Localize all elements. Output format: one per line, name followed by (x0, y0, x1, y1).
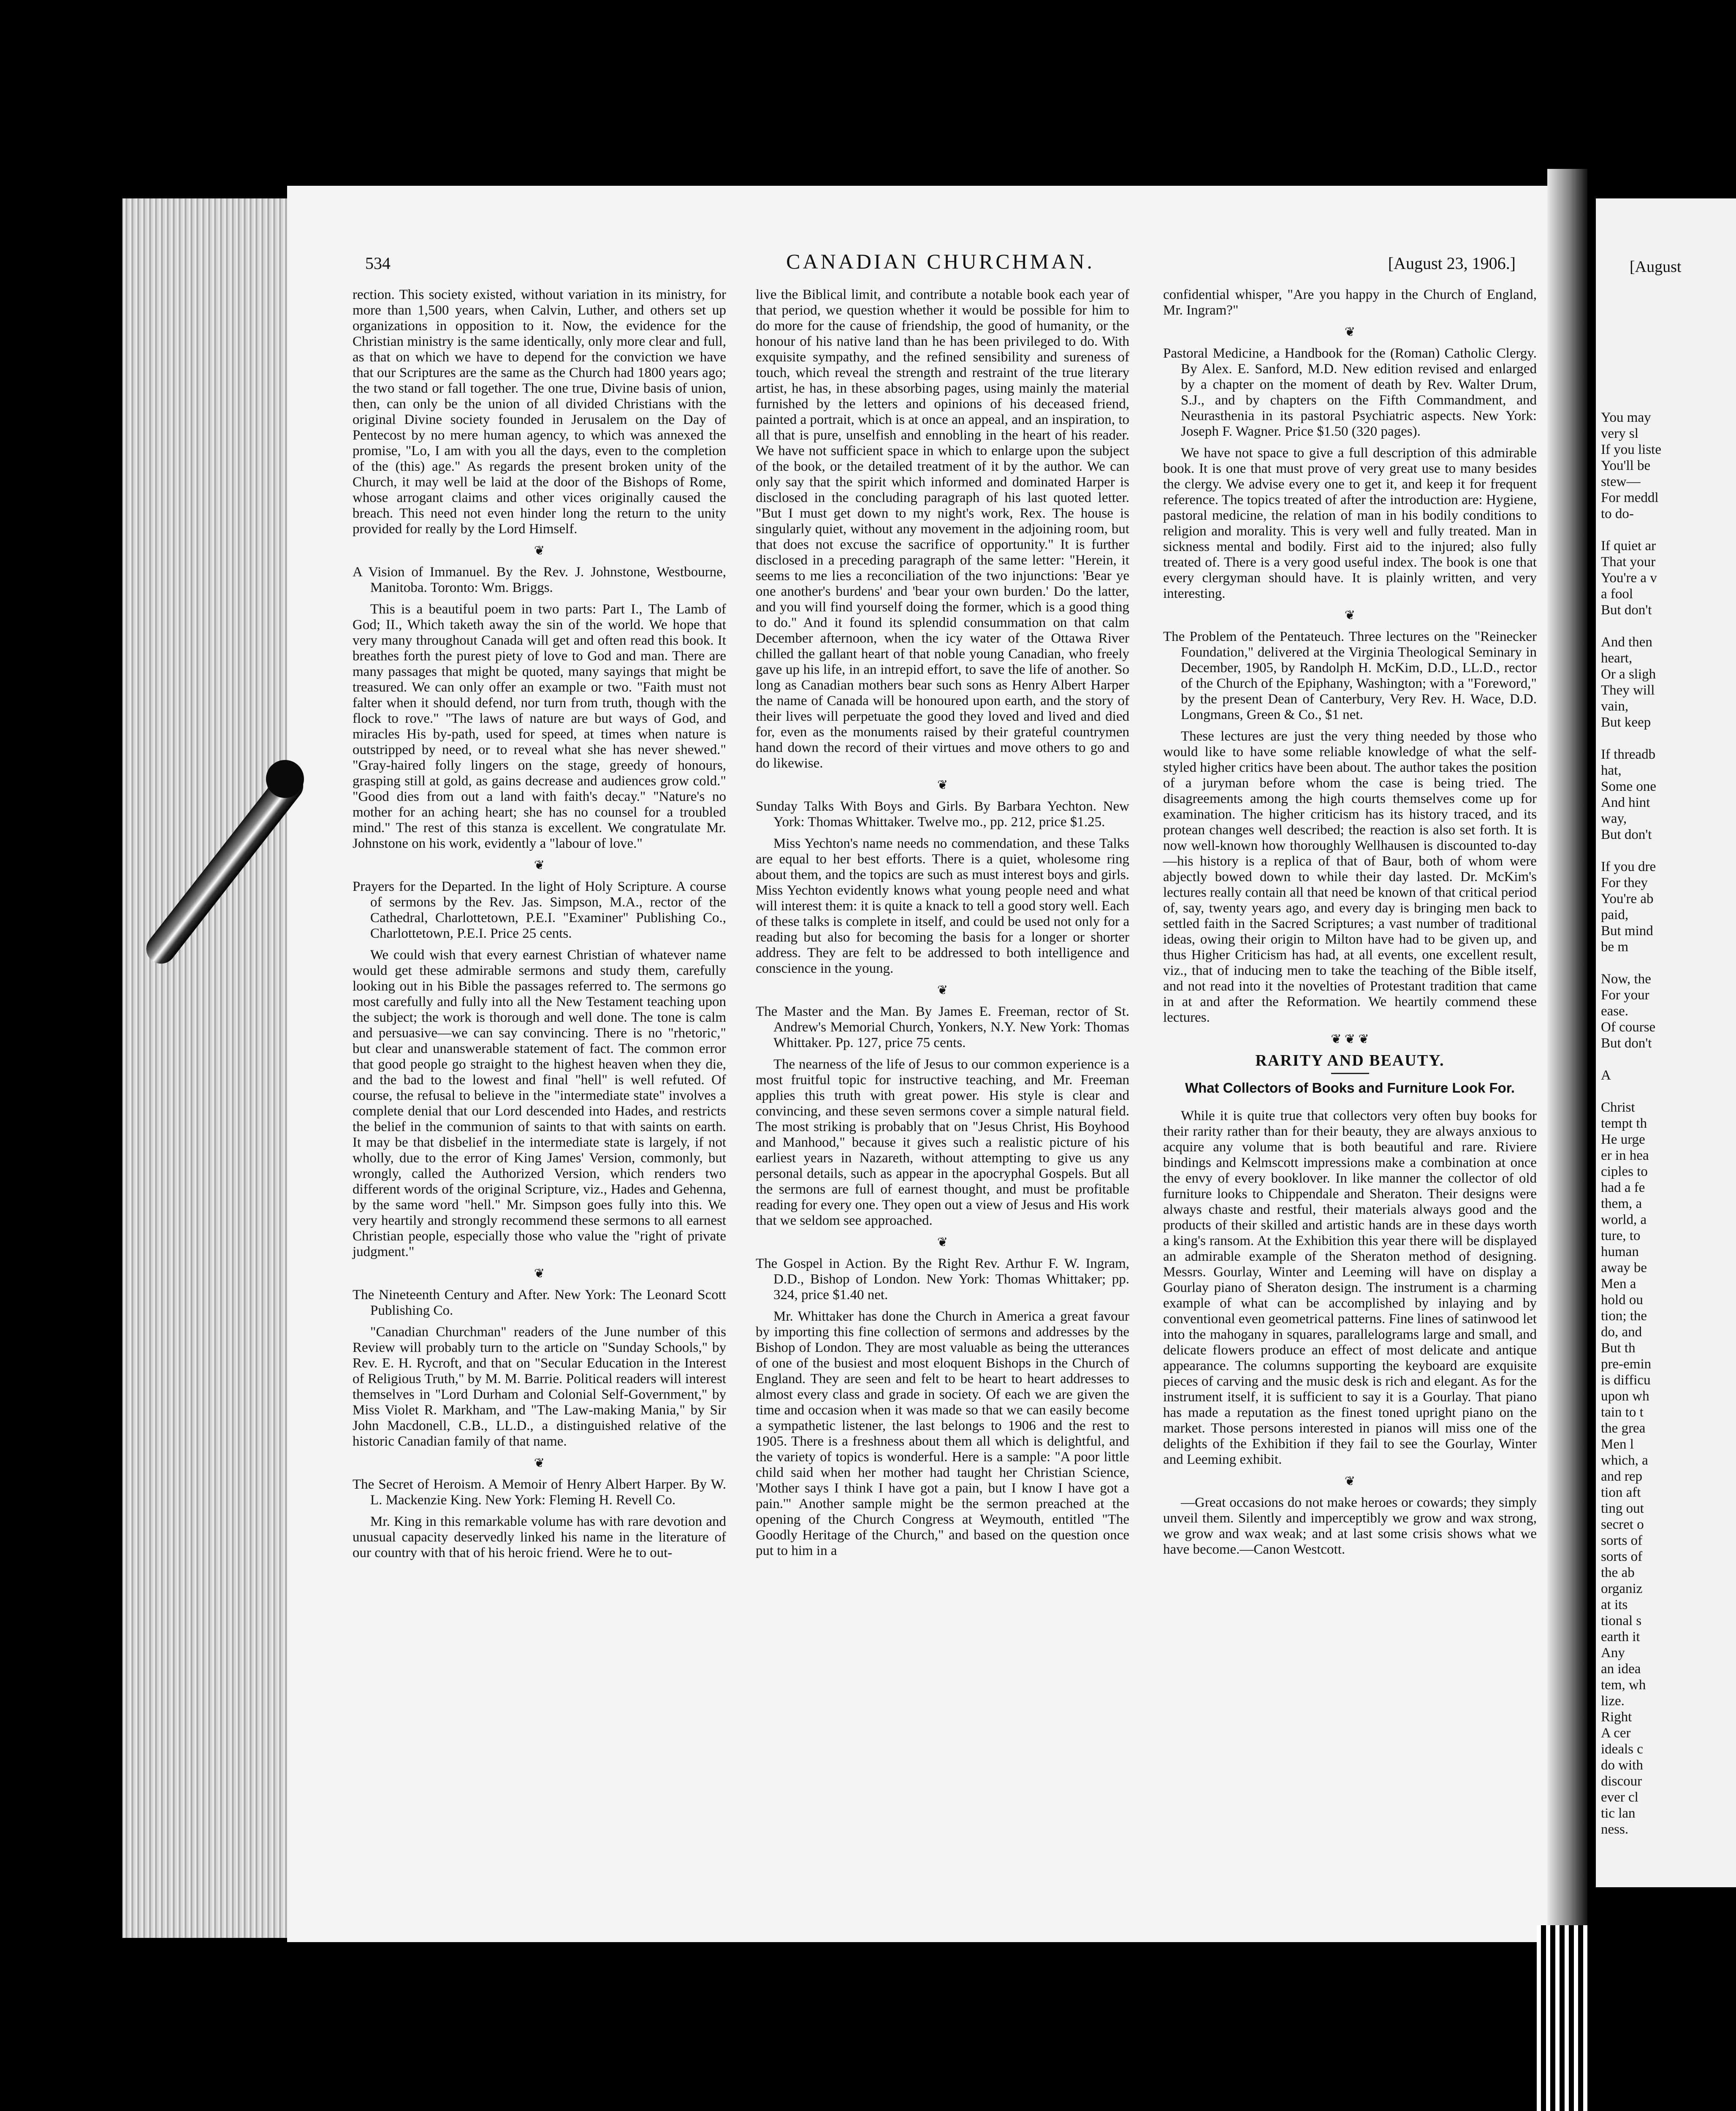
right-page-line: to do- (1601, 506, 1634, 521)
right-page-line: A (1601, 1068, 1611, 1083)
right-page-line: Right (1601, 1709, 1632, 1725)
book-gutter (1547, 169, 1587, 2094)
right-page-line: heart, (1601, 651, 1633, 666)
right-page-line: paid, (1601, 907, 1629, 923)
right-page-line: ease. (1601, 1004, 1629, 1019)
right-page-line: do with (1601, 1758, 1643, 1773)
right-page-line: do, and (1601, 1324, 1642, 1340)
paragraph: While it is quite true that collectors very often buy books for their rarity rather than for their beauty, they are always anxious to acquire any volume that is both beautiful and rare. Riviere bindings and Kelmscott impressions make a combination at once the envy of every booklover. In like manner the collector of old furniture looks to Chippendale and Sheraton. Their designs were always chaste and restful, their materials always good and the products of their skilled and artistic hands are in these days worth a king's ransom. At the Exhibition this year there will be displayed an admirable example of the Sheraton method of designing. Messrs. Gourlay, Winter and Leeming will have on display a Gourlay piano of Sheraton design. The instrument is a charming example of what can be accomplished by inlaying and by conventional even geometrical patterns. Fine lines of satinwood let into the mahogany in squares, parallelograms large and small, and delicate flowers produce an effect of most delicate and antique appearance. The columns supporting the keyboard are exquisite pieces of carving and the music desk is rich and elegant. As for the instrument itself, it is sufficient to say it is a Gourlay. That piano has made a reputation as the finest toned upright piano on the market. Those persons interested in pianos will miss one of the delights of the Exhibition if they fail to see the Gourlay, Winter and Leeming exhibit. (1163, 1108, 1537, 1467)
right-page-line (1601, 1051, 1661, 1067)
section-separator-ornament: ❦ (534, 1456, 545, 1470)
review-entry-title: The Nineteenth Century and After. New York: The Leonard Scott Publishing Co. (353, 1287, 726, 1318)
review-entry-title: Prayers for the Departed. In the light of Holy Scripture. A course of sermons by the Rev. Jas. Simpson, M.A., rector of the Cathedral, Charlottetown, P.E.I. "Examiner" Publishing Co., Charlottetown, P.E.I. Price 25 cents. (353, 879, 726, 941)
review-entry-title: Pastoral Medicine, a Handbook for the (Roman) Catholic Clergy. By Alex. E. Sanford, M.D. New edition revised and enlarged by a chapter on the moment of death by Rev. Walter Drum, S.J., and by chapters on the Fifth Commandment, and Neurasthenia in its pastoral Psychiatric aspects. New York: Joseph F. Wagner. Price $1.50 (320 pages). (1163, 346, 1537, 439)
section-separator-ornament: ❦ (937, 778, 948, 792)
section-separator-ornament: ❦ ❦ ❦ (1331, 1032, 1369, 1046)
right-page-line: the grea (1601, 1421, 1646, 1436)
right-page-line: And then (1601, 635, 1652, 650)
right-page-line: organiz (1601, 1581, 1643, 1596)
right-page-line: ness. (1601, 1822, 1629, 1837)
article-heading: RARITY AND BEAUTY. (1255, 1052, 1445, 1069)
right-page-line: stew— (1601, 474, 1641, 489)
right-page-line: tempt th (1601, 1116, 1647, 1131)
right-page-line: Any (1601, 1645, 1625, 1661)
right-page-line: a fool (1601, 586, 1633, 602)
right-page-line: They will (1601, 683, 1655, 698)
right-page-line: That your (1601, 554, 1656, 570)
right-page-line: lize. (1601, 1693, 1625, 1709)
paragraph: This is a beautiful poem in two parts: Part I., The Lamb of God; II., Which taketh away the sin of the world. We hope that very many throughout Canada will get and often read this book. It breathes forth the purest piety of love to God and man. There are many passages that might be quoted, many sayings that might be treasured. We can only offer an example or two. "Faith must not falter when it should defend, nor turn from truth, though with the flock to rove." "The laws of nature are but ways of God, and miracles His by-path, used for speed, at times when nature is outstripped by need, or to reveal what she has never shewed." "Gray-haired folly lingers on the stage, greedy of honours, grasping still at gold, as gains decrease and audiences grow cold." "Good dies from out a land with faith's decay." "Nature's no mother for an aching heart; she has no counsel for a troubled mind." The rest of this stanza is excellent. We congratulate Mr. Johnstone on his work, evidently a "labour of love." (353, 602, 726, 851)
left-page (287, 186, 1554, 1942)
right-page-line: But don't (1601, 1036, 1652, 1051)
paragraph: Mr. Whittaker has done the Church in America a great favour by importing this fine collection of sermons and addresses by the Bishop of London. They are most valuable as being the utterances of one of the busiest and most eloquent Bishops in the Church of England. They are seen and felt to be heart to heart addresses to almost every class and grade in society. Of each we are given the time and occasion when it was made so that we can easily become a sympathetic listener, the last belongs to 1906 and the rest to 1905. There is a freshness about them all which is delightful, and the variety of topics is wonderful. Here is a sample: "A poor little child said when her mother had taught her Christian Science, 'Mother says I think I have got a pain, but I know I have got a pain.'" Another sample might be the sermon preached at the opening of the Church Congress at Weymouth, entitled "The Goodly Heritage of the Church," and based on the question once put to him in a (756, 1309, 1129, 1558)
right-page-line: You're ab (1601, 891, 1654, 906)
right-page-line: which, a (1601, 1453, 1648, 1468)
right-page-line: But th (1601, 1340, 1636, 1356)
review-entry-title: The Problem of the Pentateuch. Three lectures on the "Reinecker Foundation," delivered at the Virginia Theological Seminary in December, 1905, by Randolph H. McKim, D.D., LL.D., rector of the Church of the Epiphany, Washington; with a "Foreword," by the present Dean of Canterbury, Very Rev. H. Wace, D.D. Longmans, Green & Co., $1 net. (1163, 629, 1537, 722)
pen-tip (266, 760, 304, 798)
paragraph: These lectures are just the very thing needed by those who would like to have some reliable knowledge of what the self-styled higher critics have been about. The author takes the position of a juryman before whom the case is being tried. The disagreements among the high courts themselves come up for examination. The higher criticism has its history traced, and its protean changes well described; the reaction is also set forth. It is now well-known how thoroughly Wellhausen is discounted to-day—his history is a replica of that of Baur, both of whom were abjectly bowed down to while their day lasted. Dr. McKim's lectures really contain all that need be known of that critical period of, say, twenty years ago, and every day is bringing men back to settled faith in the Sacred Scriptures; a vast number of traditional ideas, owing their origin to Milton have had to be given up, and thus Higher Criticism has had, at all events, one excellent result, viz., that of inducing men to take the teaching of the Bible itself, and not read into it the novelties of Protestant tradition that came in at and after the Reformation. We heartily commend these lectures. (1163, 729, 1537, 1025)
right-page-line: tem, wh (1601, 1677, 1646, 1693)
book-page-edges (122, 198, 287, 1938)
right-page-line: You may (1601, 410, 1651, 425)
right-page-line: He urge (1601, 1132, 1645, 1147)
review-entry-title: A Vision of Immanuel. By the Rev. J. Johnstone, Westbourne, Manitoba. Toronto: Wm. Briggs. (353, 564, 726, 595)
section-separator-ornament: ❦ (534, 1267, 545, 1281)
right-page-line: If threadb (1601, 747, 1656, 762)
right-page-line: If you liste (1601, 442, 1661, 457)
column-1 (353, 287, 726, 1567)
review-entry-title: The Gospel in Action. By the Right Rev. Arthur F. W. Ingram, D.D., Bishop of London. New York: Thomas Whittaker; pp. 324, price $1.40 net. (756, 1256, 1129, 1302)
right-page-line: secret o (1601, 1517, 1644, 1532)
right-page-line: tion aft (1601, 1485, 1641, 1500)
paragraph: Mr. King in this remarkable volume has with rare devotion and unusual capacity deservedly linked his name in the literature of our country with that of his heroic friend. Were he to out- (353, 1514, 726, 1560)
right-page-line: tain to t (1601, 1405, 1644, 1420)
paragraph: live the Biblical limit, and contribute a notable book each year of that period, we question whether it would be possible for him to do more for the cause of friendship, the good of humanity, or the honour of his native land than he has been privileged to do. With exquisite sympathy, and the refined sensibility and sureness of touch, which reveal the strength and restraint of the true literary artist, he has, in these absorbing pages, using mainly the material furnished by the letters and opinions of his deceased friend, painted a portrait, which is at once an appeal, and an inspiration, to all that is pure, unselfish and ennobling in the heart of his reader. We have not sufficient space in which to enlarge upon the subject of the book, or the detailed treatment of it by the author. We can only say that the spirit which informed and dominated Harper is disclosed in the concluding paragraph of his last quoted letter. "But I must get down to my night's work, Rex. The house is singularly quiet, without any movement in the adjoining room, but that does not excuse the sacrifice of opportunity." It is further disclosed in a preceding paragraph of the same letter: "Herein, it seems to me lies a reconciliation of the two injunctions: 'Bear ye one another's burdens' and 'bear your own burden.' Do the latter, and you will find yourself doing the former, which is a good thing to do." And it found its splendid consummation on that calm December afternoon, when the icy water of the Ottawa River chilled the gallant heart of that noble young Canadian, who freely gave up his life, in an intrepid effort, to save the life of another. So long as Canadian mothers bear such sons as Henry Albert Harper the name of Canada will be honoured upon earth, and the story of their lives will perpetuate the good they loved and lived and died for, even as the monuments raised by their grateful countrymen hand down the record of their virtues and move others to go and do likewise. (756, 287, 1129, 771)
paragraph: confidential whisper, "Are you happy in the Church of England, Mr. Ingram?" (1163, 287, 1537, 318)
section-separator-ornament: ❦ (1344, 608, 1356, 622)
right-page-line: But don't (1601, 827, 1652, 842)
right-page-line: Men a (1601, 1276, 1636, 1292)
right-page-line: way, (1601, 811, 1627, 826)
section-separator-ornament: ❦ (1344, 325, 1356, 339)
paragraph: "Canadian Churchman" readers of the June number of this Review will probably turn to the article on "Sunday Schools," by Rev. E. H. Rycroft, and that on "Secular Education in the Interest of Religious Truth," by M. M. Barrie. Political readers will interest themselves in "Lord Durham and Colonial Self-Government," by Miss Violet R. Markham, and "The Law-making Mania," by Sir John Macdonell, C.B., LL.D., a distinguished relative of the historic Canadian family of that name. (353, 1324, 726, 1449)
right-page-line: had a fe (1601, 1180, 1645, 1195)
right-page-line (1601, 618, 1661, 634)
right-page-line (1601, 955, 1661, 971)
right-page-line: hat, (1601, 763, 1622, 778)
right-page-line: earth it (1601, 1629, 1640, 1644)
right-page-line: A cer (1601, 1726, 1631, 1741)
review-entry-title: The Master and the Man. By James E. Freeman, rector of St. Andrew's Memorial Church, Yonkers, N.Y. New York: Thomas Whittaker. Pp. 127, price 75 cents. (756, 1004, 1129, 1050)
right-page-line (1601, 843, 1661, 859)
right-page-line: away be (1601, 1260, 1647, 1275)
right-page-lines (1601, 410, 1661, 1837)
right-page-line: You're a v (1601, 570, 1657, 586)
right-page-line: Christ (1601, 1100, 1635, 1115)
section-separator-ornament: ❦ (534, 858, 545, 872)
right-page-line: You'll be (1601, 458, 1651, 473)
page-number: 534 (365, 254, 391, 273)
paragraph: We have not space to give a full description of this admirable book. It is one that must prove of very great use to many besides the clergy. We advise every one to get it, and keep it for frequent reference. The topics treated of after the introduction are: Hygiene, pastoral medicine, the relation of man in his bodily conditions to religion and morality. This is very well and fully treated. Man in sickness mental and bodily. First aid to the injured; also fully treated of. There is a very good useful index. The book is one that every clergyman should have. It is plainly written, and very interesting. (1163, 445, 1537, 601)
paragraph: rection. This society existed, without variation in its ministry, for more than 1,500 years, when Calvin, Luther, and others set up organizations in opposition to it. Now, the evidence for the Christian ministry is the same identically, only more clear and full, as that on which we have to depend for the conviction we have that our Scriptures are the same as the Church had 1800 years ago; the two stand or fall together. The one true, Divine basis of union, then, can only be the union of all divided Christians with the original Divine society founded in Jerusalem on the Day of Pentecost by no mere human agency, to which was annexed the promise, "Lo, I am with you all the days, even to the completion of the (this) age." As regards the present broken unity of the Church, it may well be laid at the door of the Bishops of Rome, whose arrogant claims and other vices originally caused the breach. This need not even hinder long the return to the unity provided for really by the Lord Himself. (353, 287, 726, 537)
right-page-line: sorts of (1601, 1533, 1643, 1548)
right-page-line: world, a (1601, 1212, 1647, 1227)
section-separator-ornament: ❦ (937, 983, 948, 997)
right-page-line: tion; the (1601, 1308, 1647, 1324)
right-page-line: But mind (1601, 923, 1653, 939)
right-page-line: human (1601, 1244, 1639, 1259)
right-page-line: If quiet ar (1601, 538, 1656, 554)
right-page-line: upon wh (1601, 1389, 1649, 1404)
right-page-line: at its (1601, 1597, 1628, 1612)
right-page-line: and rep (1601, 1469, 1643, 1484)
right-page-line: But keep (1601, 715, 1651, 730)
right-page-line: them, a (1601, 1196, 1642, 1211)
right-page-line: Men l (1601, 1437, 1634, 1452)
right-page-line: er in hea (1601, 1148, 1649, 1163)
magazine-title: CANADIAN CHURCHMAN. (786, 250, 1095, 273)
binding-strip (1537, 1925, 1587, 2111)
right-page-line: And hint (1601, 795, 1650, 810)
heading-rule (1331, 1073, 1369, 1074)
right-page-header: [August (1630, 258, 1682, 276)
column-2 (756, 287, 1129, 1565)
paragraph: —Great occasions do not make heroes or cowards; they simply unveil them. Silently and imperceptibly we grow and wax strong, we grow and wax weak; and at last some crisis shows what we have become.—Canon Westcott. (1163, 1495, 1537, 1557)
right-page-line (1601, 1083, 1661, 1099)
review-entry-title: The Secret of Heroism. A Memoir of Henry Albert Harper. By W. L. Mackenzie King. New York: Fleming H. Revell Co. (353, 1477, 726, 1508)
right-page-line: very sl (1601, 426, 1638, 441)
right-page-line: For they (1601, 875, 1648, 890)
right-page-line: an idea (1601, 1661, 1641, 1677)
section-separator-ornament: ❦ (937, 1235, 948, 1249)
paragraph: We could wish that every earnest Christian of whatever name would get these admirable sermons and study them, carefully looking out in his Bible the passages referred to. The sermons go most carefully and fully into all the New Testament teaching upon the subject; the work is thorough and well done. The tone is calm and persuasive—we can say convincing. There is no "rhetoric," but clear and unanswerable statement of fact. The common error that good people go straight to the highest heaven when they die, and the bad to the lowest and final "hell" is well refuted. Of course, the refusal to believe in the "intermediate state" involves a complete denial that our Lord descended into Hades, and restricts the belief in the communion of saints to that with saints on earth. It may be that disbelief in the intermediate state is largely, if not wholly, due to the error of King James' Version, commonly, but wrongly, called the Authorized Version, which renders two different words of the original Scripture, viz., Hades and Gehenna, by the same word "hell." Mr. Simpson goes fully into this. We very heartily and strongly recommend these sermons to all earnest Christian people, especially those who value the "right of private judgment." (353, 947, 726, 1259)
paragraph: The nearness of the life of Jesus to our common experience is a most fruitful topic for instructive teaching, and Mr. Freeman applies this truth with great power. His style is clear and convincing, and these seven sermons cover a simple natural field. The most striking is probably that on "Jesus Christ, His Boyhood and Manhood," because it gives such a realistic picture of his earliest years in Nazareth, without attempting to give us any personal details, such as appear in the apocryphal Gospels. But all the sermons are full of earnest thought, and must be profitable reading for every one. They open out a view of Jesus and His work that we seldom see approached. (756, 1057, 1129, 1228)
right-page-line: ting out (1601, 1501, 1644, 1516)
paragraph: Miss Yechton's name needs no commendation, and these Talks are equal to her best efforts. There is a quiet, wholesome ring about them, and the topics are such as must interest boys and girls. Miss Yechton evidently knows what young people need and what will interest them: it is quite a knack to tell a good story well. Each of these talks is complete in itself, and could be used not only for a reading but also for becoming the basis for a longer or shorter address. They are felt to be addressed to both intelligence and conscience in the young. (756, 836, 1129, 976)
review-entry-title: Sunday Talks With Boys and Girls. By Barbara Yechton. New York: Thomas Whittaker. Twelve mo., pp. 212, price $1.25. (756, 799, 1129, 830)
right-page-line: Or a sligh (1601, 667, 1656, 682)
right-page-line: ideals c (1601, 1742, 1643, 1757)
right-page-line: But don't (1601, 602, 1652, 618)
issue-date: [August 23, 1906.] (1388, 254, 1516, 273)
right-page-line: hold ou (1601, 1292, 1643, 1308)
right-page-edge (1596, 198, 1736, 1887)
right-page-line: Now, the (1601, 971, 1651, 987)
right-page-line: the ab (1601, 1565, 1635, 1580)
right-page-line: is difficu (1601, 1373, 1651, 1388)
right-page-line: sorts of (1601, 1549, 1643, 1564)
right-page-line: Of course (1601, 1020, 1656, 1035)
right-page-line: be m (1601, 939, 1629, 955)
right-page-line: ever cl (1601, 1790, 1638, 1805)
right-page-line (1601, 522, 1661, 538)
right-page-line: ture, to (1601, 1228, 1641, 1243)
section-separator-ornament: ❦ (1344, 1474, 1356, 1488)
right-page-line: pre-emin (1601, 1357, 1652, 1372)
right-page-line: tic lan (1601, 1806, 1636, 1821)
running-header (365, 249, 1516, 279)
article-subheading: What Collectors of Books and Furniture Look For. (1185, 1080, 1515, 1096)
right-page-line: tional s (1601, 1613, 1642, 1628)
right-page-line: For meddl (1601, 490, 1659, 505)
section-separator-ornament: ❦ (534, 544, 545, 558)
right-page-line: For your (1601, 988, 1649, 1003)
right-page-line: discour (1601, 1774, 1642, 1789)
right-page-line: ciples to (1601, 1164, 1648, 1179)
right-page-line: Some one (1601, 779, 1657, 794)
right-page-line: If you dre (1601, 859, 1656, 874)
column-3 (1163, 287, 1537, 1563)
right-page-line (1601, 730, 1661, 746)
right-page-line: vain, (1601, 699, 1629, 714)
